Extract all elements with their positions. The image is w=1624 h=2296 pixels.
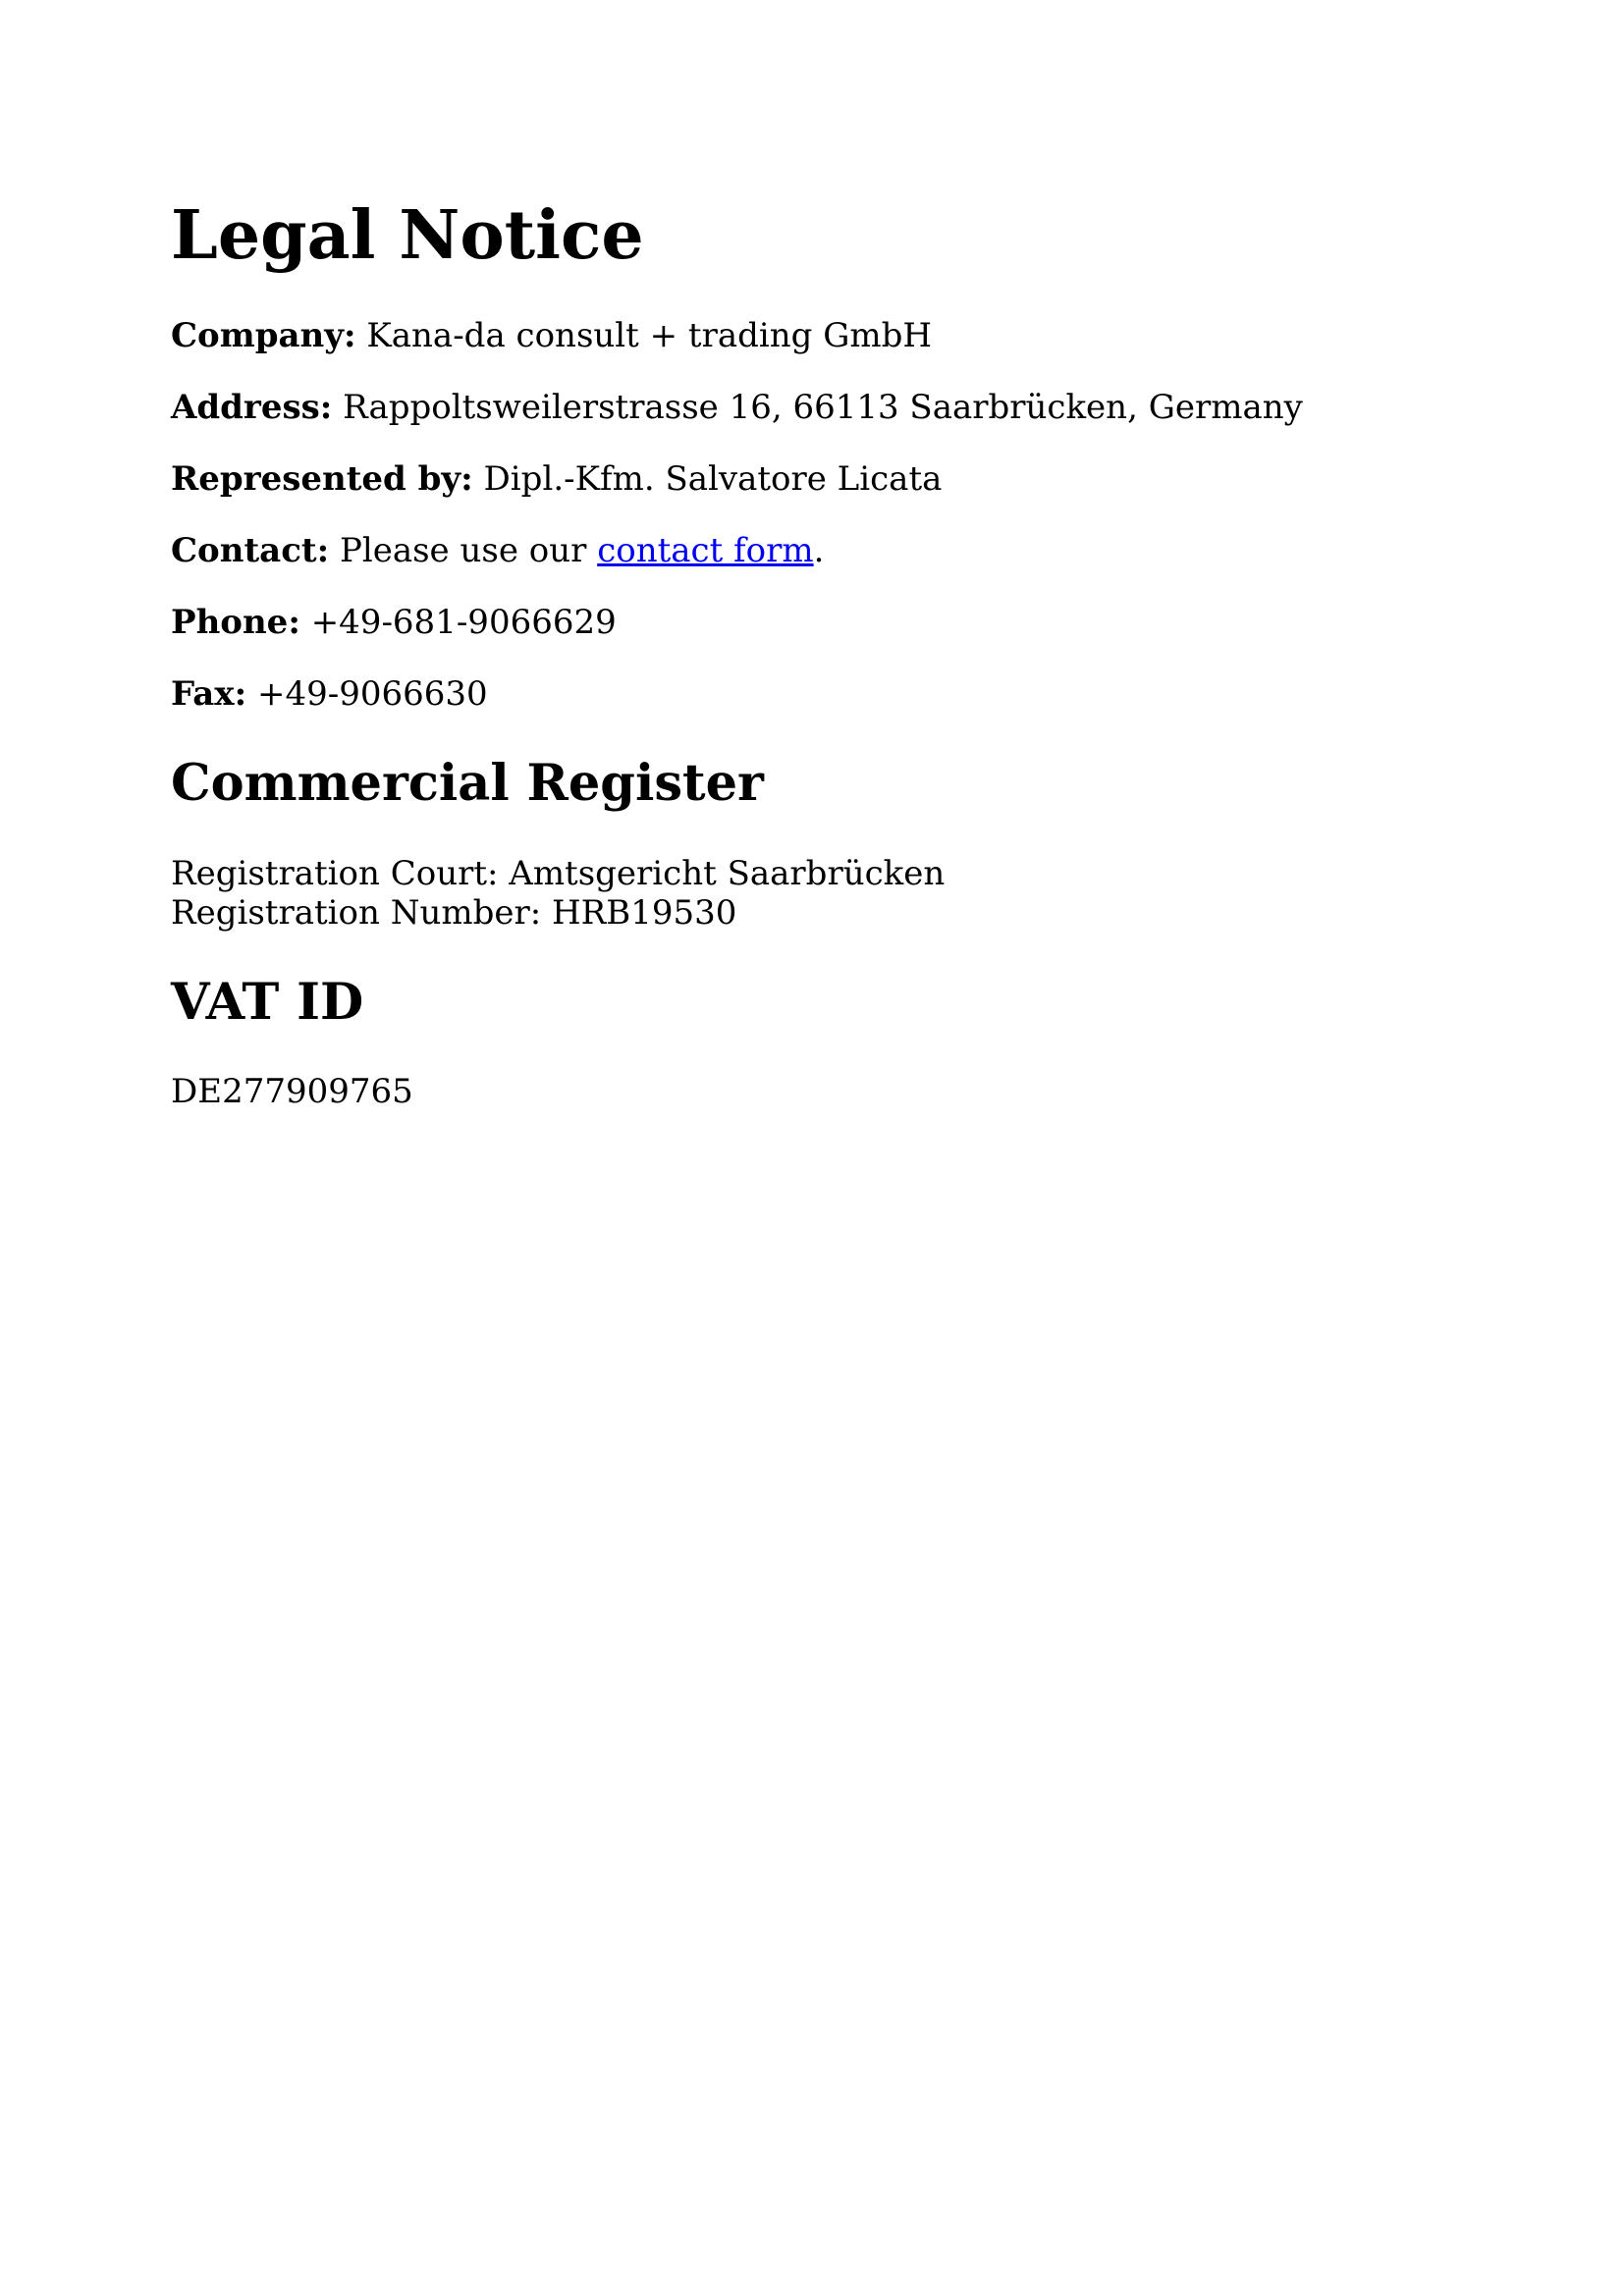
registration-number-line: Registration Number: HRB19530 [171,893,737,933]
address-line [171,388,1303,427]
phone-label: Phone: [171,603,300,642]
contact-suffix: . [813,531,825,570]
represented-by-label: Represented by: [171,459,473,499]
page-title: Legal Notice [171,196,644,275]
contact-form-link[interactable]: contact form [597,531,814,570]
address-label: Address: [171,388,333,427]
company-line [171,316,932,355]
registration-court-line: Registration Court: Amtsgericht Saarbrücken [171,854,946,893]
contact-prefix: Please use our [339,531,587,570]
contact-line [171,531,824,570]
commercial-register-heading: Commercial Register [171,754,764,813]
phone-value: +49-681-9066629 [310,603,617,642]
vat-id-heading: VAT ID [171,973,364,1032]
fax-label: Fax: [171,674,247,714]
fax-line [171,674,488,714]
represented-by-value: Dipl.-Kfm. Salvatore Licata [483,459,943,499]
phone-line [171,603,617,642]
company-label: Company: [171,316,356,355]
address-value: Rappoltsweilerstrasse 16, 66113 Saarbrücken, Germany [343,388,1303,427]
vat-id-value: DE277909765 [171,1072,413,1111]
contact-label: Contact: [171,531,330,570]
fax-value: +49-9066630 [256,674,488,714]
represented-by-line [171,459,942,499]
company-value: Kana-da consult + trading GmbH [366,316,933,355]
